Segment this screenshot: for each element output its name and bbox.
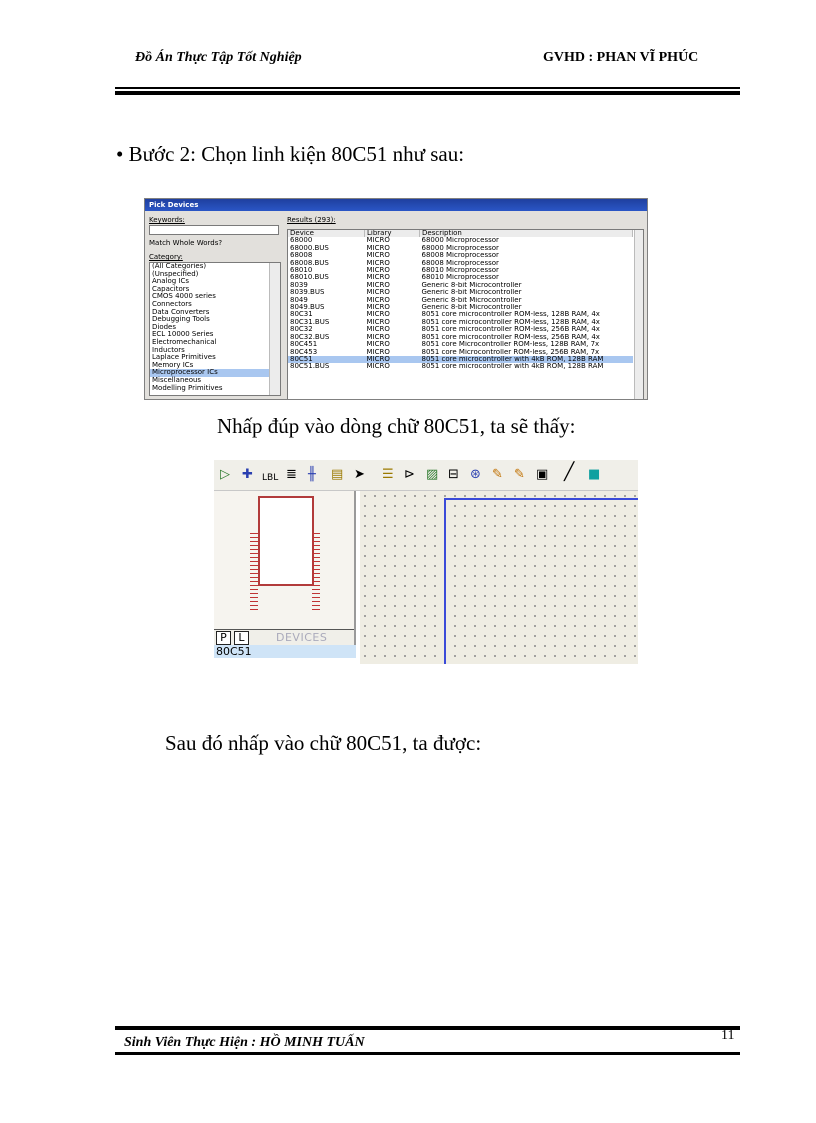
result-description: 68010 Microprocessor [421,267,499,275]
dblclick-text: Nhấp đúp vào dòng chữ 80C51, ta sẽ thấy: [217,414,576,438]
chip-pin [312,597,320,598]
header-title: Đồ Án Thực Tập Tốt Nghiệp [135,50,302,65]
footer-rule-top [115,1026,740,1030]
result-description: 8051 core microcontroller ROM-less, 256B RAM, 4x [421,333,600,341]
category-list[interactable] [149,262,281,396]
result-device: 80C453 [290,348,318,356]
results-scrollbar[interactable] [634,230,643,400]
category-item[interactable]: (All Categories) [152,262,207,270]
chip-pin [312,545,320,546]
pick-button[interactable]: P [216,631,231,645]
result-library: MICRO [366,259,390,267]
chip-pin [250,561,258,562]
result-device: 8049 [290,296,308,304]
chip-pin [312,605,320,606]
result-library: MICRO [366,267,390,275]
result-description: 8051 core Microcontroller ROM-less, 256B RAM, 7x [421,348,600,356]
category-item[interactable]: Capacitors [152,284,190,293]
result-library: MICRO [366,333,390,341]
chip-pin [250,577,258,578]
library-button[interactable]: L [234,631,249,645]
result-library: MICRO [366,326,390,334]
result-device: 80C51.BUS [290,363,330,371]
category-item[interactable]: Modelling Primitives [152,383,223,392]
chip-pin [250,557,258,558]
result-device: 68010 [290,267,313,275]
chip-pin [312,585,320,586]
box-icon[interactable]: ■ [588,467,601,482]
terminal-icon[interactable]: ☰ [382,467,394,482]
result-row[interactable] [288,341,633,348]
result-row[interactable] [288,245,633,252]
result-device: 68008 [290,252,313,260]
category-item[interactable]: Electromechanical [152,337,217,346]
page-number: 11 [721,1028,735,1043]
match-whole-words-label: Match Whole Words? [149,239,223,247]
result-library: MICRO [366,318,390,326]
bus-icon[interactable]: ╫ [308,467,316,482]
result-row[interactable] [288,260,633,267]
result-row[interactable] [288,349,633,356]
result-device: 8039 [290,281,308,289]
chip-pin [250,541,258,542]
chip-pin [250,589,258,590]
result-description: 8051 core microcontroller ROM-less, 128B RAM, 4x [421,311,600,319]
header-rule-thin [115,87,740,89]
subcircuit-icon[interactable]: ▤ [331,467,344,482]
result-row[interactable] [288,334,633,341]
chip-pin [312,533,320,534]
category-item[interactable]: (Unspecified) [152,269,199,278]
category-item[interactable]: CMOS 4000 series [152,292,216,301]
chip-pin [312,601,320,602]
result-description: 68008 Microprocessor [421,259,499,267]
result-library: MICRO [366,274,390,282]
result-description: 8051 core microcontroller ROM-less, 256B RAM, 4x [421,326,600,334]
chip-pin [250,597,258,598]
chip-pin [312,577,320,578]
keywords-input[interactable] [149,225,279,235]
result-device: 80C31 [290,311,313,319]
isis-toolbar [214,460,638,491]
chip-pin [250,553,258,554]
chip-pin [312,609,320,610]
result-description: 68008 Microprocessor [421,252,499,260]
category-item[interactable]: ECL 10000 Series [152,330,214,339]
chip-pin [250,569,258,570]
tape-icon[interactable]: ⊟ [448,467,459,482]
result-row[interactable] [288,363,633,370]
header-advisor: GVHD : PHAN VĨ PHÚC [543,50,699,65]
chip-pin [312,589,320,590]
result-description: Generic 8-bit Microcontroller [421,296,522,304]
chip-pin [250,609,258,610]
result-device: 80C31.BUS [290,318,330,326]
results-list[interactable] [287,229,644,400]
result-row[interactable] [288,304,633,311]
pick-devices-titlebar: Pick Devices [145,199,647,211]
chip-pin [312,553,320,554]
voltage-probe-icon[interactable]: ✎ [492,467,503,482]
result-row[interactable] [288,297,633,304]
component-mode-icon[interactable]: ▷ [220,467,230,482]
result-row[interactable] [288,289,633,296]
result-device: 80C51 [288,356,365,363]
result-library: MICRO [366,252,390,260]
result-device: 68000.BUS [290,244,329,252]
result-row[interactable] [288,267,633,274]
results-label: Results (293): [287,216,336,224]
chip-pin [250,545,258,546]
chip-pin [312,565,320,566]
text-script-icon[interactable]: ≣ [286,467,297,482]
result-library: MICRO [366,244,390,252]
bullet: • [116,142,124,166]
chip-pin [312,569,320,570]
then-text: Sau đó nhấp vào chữ 80C51, ta được: [165,731,482,755]
chip-pin [250,581,258,582]
device-list-item-80c51[interactable]: 80C51 [214,645,356,658]
overview-window[interactable] [214,491,356,658]
result-row[interactable] [288,326,633,333]
category-item[interactable]: Analog ICs [152,277,190,286]
category-item[interactable]: Laplace Primitives [152,353,216,362]
result-description: 68000 Microprocessor [421,244,499,252]
col-device[interactable]: Device [288,230,365,237]
chip-pin [250,533,258,534]
result-description: 8051 core microcontroller ROM-less, 128B RAM, 4x [421,318,600,326]
col-description[interactable]: Description [420,230,633,237]
chip-pin [250,601,258,602]
select-cursor-icon[interactable]: ➤ [354,467,365,482]
virtual-instrument-icon[interactable]: ▣ [536,467,549,482]
category-scrollbar[interactable] [269,263,280,395]
result-row[interactable] [288,252,633,259]
footer-rule-bottom [115,1052,740,1055]
result-library: MICRO [366,289,390,297]
chip-pin [250,573,258,574]
category-item[interactable]: Microprocessor ICs [150,369,280,377]
result-row[interactable] [288,319,633,326]
chip-pin [250,565,258,566]
pin-icon[interactable]: ⊳ [404,467,415,482]
result-device: 80C32 [290,326,313,334]
chip-pin [312,573,320,574]
result-device: 80C32.BUS [290,333,330,341]
col-library[interactable]: Library [365,230,420,237]
category-item[interactable]: Diodes [152,322,177,331]
isis-screenshot [214,460,638,664]
result-description: 8051 core Microcontroller ROM-less, 128B RAM, 7x [421,341,600,349]
result-device: 68000 [290,237,313,245]
category-item[interactable]: Inductors [152,345,185,354]
result-library: MICRO [365,356,420,363]
result-library: MICRO [366,296,390,304]
category-item[interactable]: Debugging Tools [152,315,210,324]
step2-line [116,142,464,167]
result-description: 8051 core microcontroller with 4kB ROM, 128B RAM [421,363,604,371]
result-row[interactable] [288,356,633,363]
keywords-label: Keywords: [149,216,185,224]
result-row[interactable] [288,237,633,244]
result-library: MICRO [366,348,390,356]
result-description: Generic 8-bit Microcontroller [421,289,522,297]
chip-pin [312,541,320,542]
chip-pin [312,581,320,582]
chip-pin [250,585,258,586]
result-library: MICRO [366,311,390,319]
pick-devices-screenshot [144,198,648,400]
wire-label-icon[interactable]: LBL [262,473,279,483]
result-row[interactable] [288,311,633,318]
chip-pin [312,593,320,594]
chip-pin [250,593,258,594]
result-library: MICRO [366,281,390,289]
result-device: 8049.BUS [290,304,325,312]
chip-pin [312,537,320,538]
chip-pin [312,561,320,562]
result-description: Generic 8-bit Microcontroller [421,304,522,312]
result-device: 68010.BUS [290,274,329,282]
chip-pin [250,549,258,550]
line-icon[interactable]: ╱ [564,462,575,482]
sheet-border [444,498,638,664]
category-item[interactable]: Data Converters [152,307,210,316]
header-rule-thick [115,91,740,95]
category-item[interactable]: Miscellaneous [152,375,202,384]
generator-icon[interactable]: ⊛ [470,467,481,482]
result-device: 68008.BUS [290,259,329,267]
chip-pin [250,605,258,606]
chip-preview [258,496,314,586]
result-description: 68000 Microprocessor [421,237,499,245]
footer-student: Sinh Viên Thực Hiện : HỒ MINH TUẤN [124,1035,365,1050]
category-label: Category: [149,253,183,261]
current-probe-icon[interactable]: ✎ [514,467,525,482]
category-item[interactable]: Connectors [152,299,192,308]
result-device: 80C451 [290,341,318,349]
devices-label: DEVICES [276,631,328,644]
junction-icon[interactable]: ✚ [242,467,253,482]
result-library: MICRO [366,237,390,245]
chip-pin [250,537,258,538]
result-description: 68010 Microprocessor [421,274,499,282]
category-item[interactable]: Memory ICs [152,360,194,369]
graph-icon[interactable]: ▨ [426,467,439,482]
device-selector-header [214,629,354,646]
chip-pin [312,549,320,550]
result-device: 8039.BUS [290,289,325,297]
result-description: 8051 core microcontroller with 4kB ROM, 128B RAM [420,356,633,363]
chip-pin [312,557,320,558]
result-library: MICRO [366,341,390,349]
result-library: MICRO [366,363,390,371]
result-library: MICRO [366,304,390,312]
result-row[interactable] [288,274,633,281]
step2-text: Bước 2: Chọn linh kiện 80C51 như sau: [128,142,465,166]
result-row[interactable] [288,282,633,289]
result-description: Generic 8-bit Microcontroller [421,281,522,289]
